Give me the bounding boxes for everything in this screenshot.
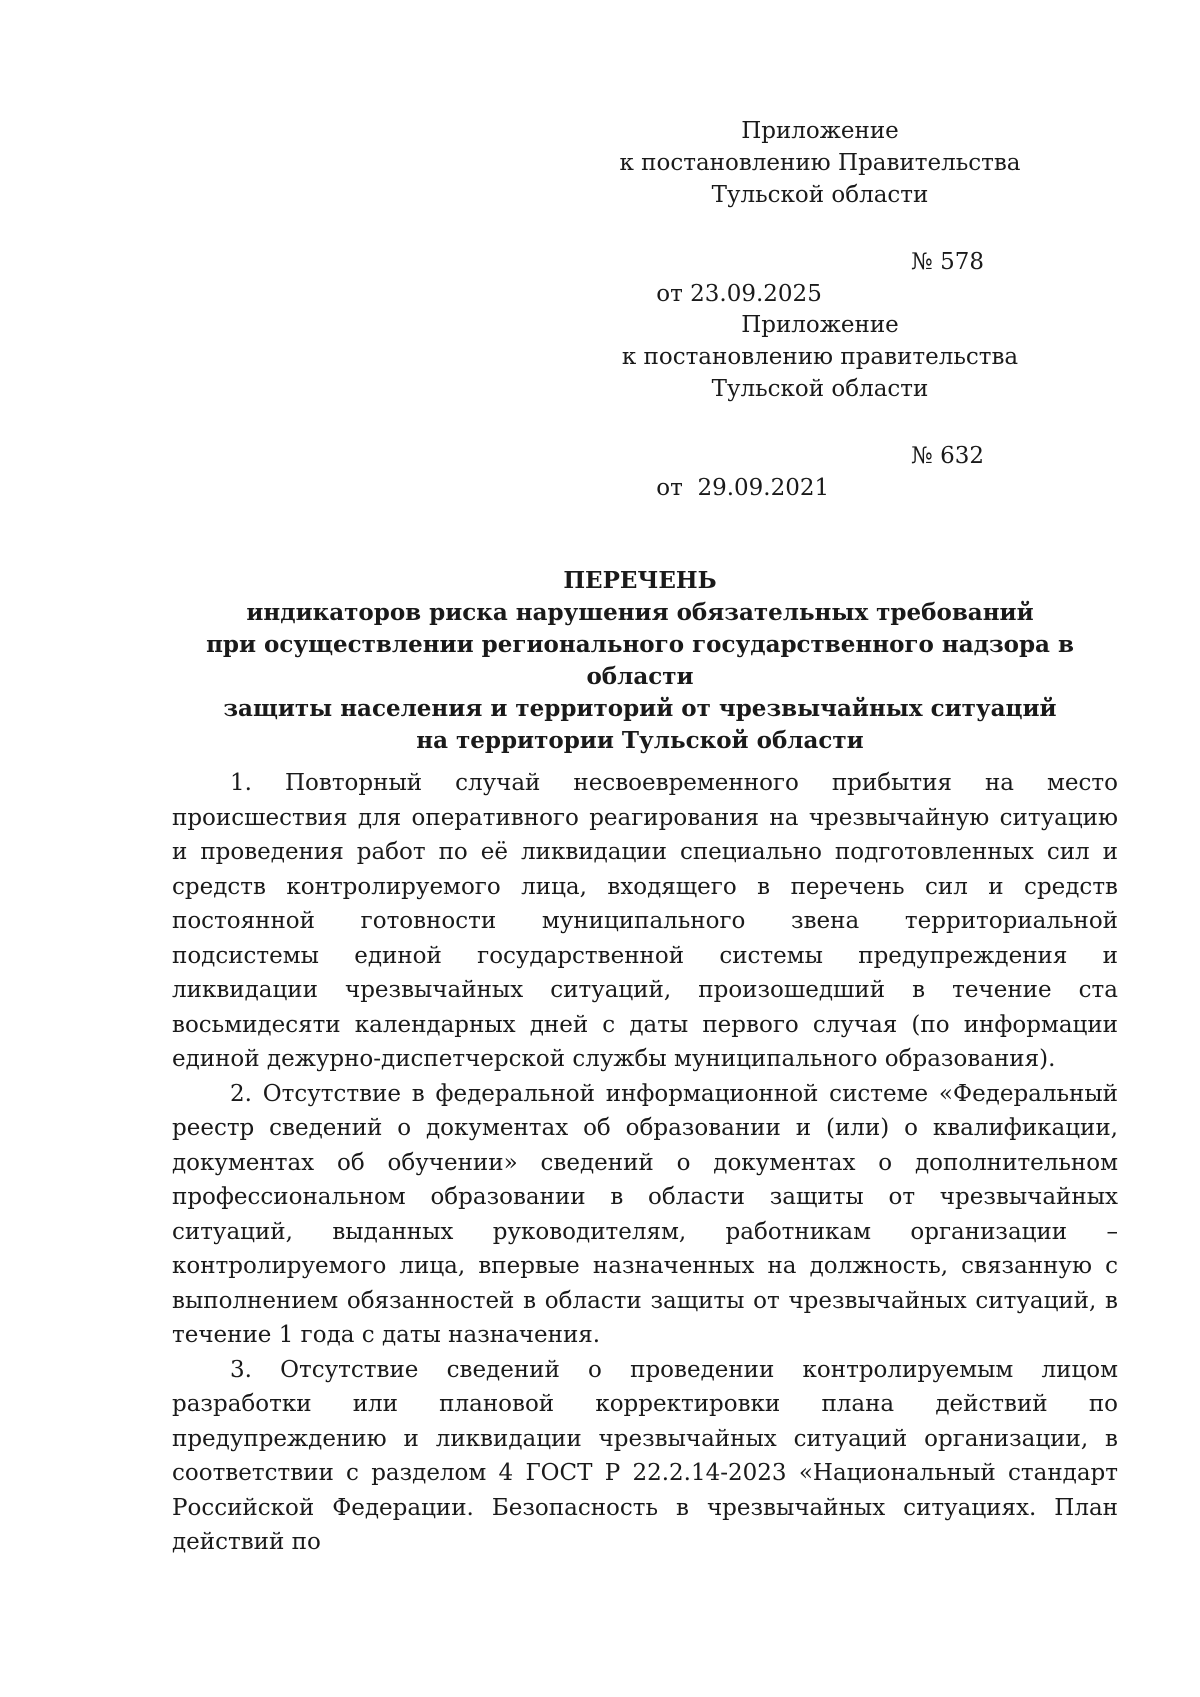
document-title	[160, 565, 1120, 757]
appendix-previous-number: № 632	[911, 443, 984, 469]
appendix-previous-line-3: Тульской области	[711, 376, 929, 402]
appendix-current-line-2: к постановлению Правительства	[619, 150, 1021, 176]
appendix-current-line-1: Приложение	[741, 118, 899, 144]
paragraph-2: 2. Отсутствие в федеральной информационной системе «Федеральный реестр сведений о документах об образовании и (или) о квалификации, документах об обучении» сведений о документах о дополнительном профессиональном образовании в области защиты от чрезвычайных ситуаций, выданных руководителям, работникам организации – контролируемого лица, впервые назначенных на должность, связанную с выполнением обязанностей в области защиты от чрезвычайных ситуаций, в течение 1 года с даты назначения.	[172, 1080, 1118, 1348]
title-subtitle-line-4: на территории Тульской области	[416, 727, 864, 754]
appendix-previous-header	[600, 309, 1040, 405]
title-subtitle-line-3: защиты населения и территорий от чрезвычайных ситуаций	[223, 695, 1057, 722]
title-subtitle-line-1: индикаторов риска нарушения обязательных требований	[246, 599, 1034, 626]
document-body	[172, 766, 1118, 1560]
appendix-previous-date-line	[627, 440, 1027, 568]
appendix-previous-line-1: Приложение	[741, 312, 899, 338]
paragraph-3: 3. Отсутствие сведений о проведении контролируемым лицом разработки или плановой корректировки плана действий по предупреждению и ликвидации чрезвычайных ситуаций организации, в соответствии с разделом 4 ГОСТ Р 22.2.14-2023 «Национальный стандарт Российской Федерации. Безопасность в чрезвычайных ситуациях. План действий по	[172, 1356, 1118, 1555]
appendix-current-number: № 578	[911, 249, 984, 275]
appendix-current-line-3: Тульской области	[711, 182, 929, 208]
paragraph-1: 1. Повторный случай несвоевременного прибытия на место происшествия для оперативного реагирования на чрезвычайную ситуацию и проведения работ по её ликвидации специально подготовленных сил и средств контролируемого лица, входящего в перечень сил и средств постоянной готовности муниципального звена территориальной подсистемы единой государственной системы предупреждения и ликвидации чрезвычайных ситуаций, произошедший в течение ста восьмидесяти календарных дней с даты первого случая (по информации единой дежурно-диспетчерской службы муниципального образования).	[172, 770, 1118, 1072]
appendix-current-header	[600, 115, 1040, 211]
appendix-previous-date: от 29.09.2021	[656, 475, 830, 501]
appendix-current-date: от 23.09.2025	[656, 281, 822, 307]
title-heading: ПЕРЕЧЕНЬ	[563, 567, 717, 594]
appendix-previous-line-2: к постановлению правительства	[621, 344, 1019, 370]
title-subtitle-line-2: при осуществлении регионального государственного надзора в области	[206, 631, 1074, 690]
